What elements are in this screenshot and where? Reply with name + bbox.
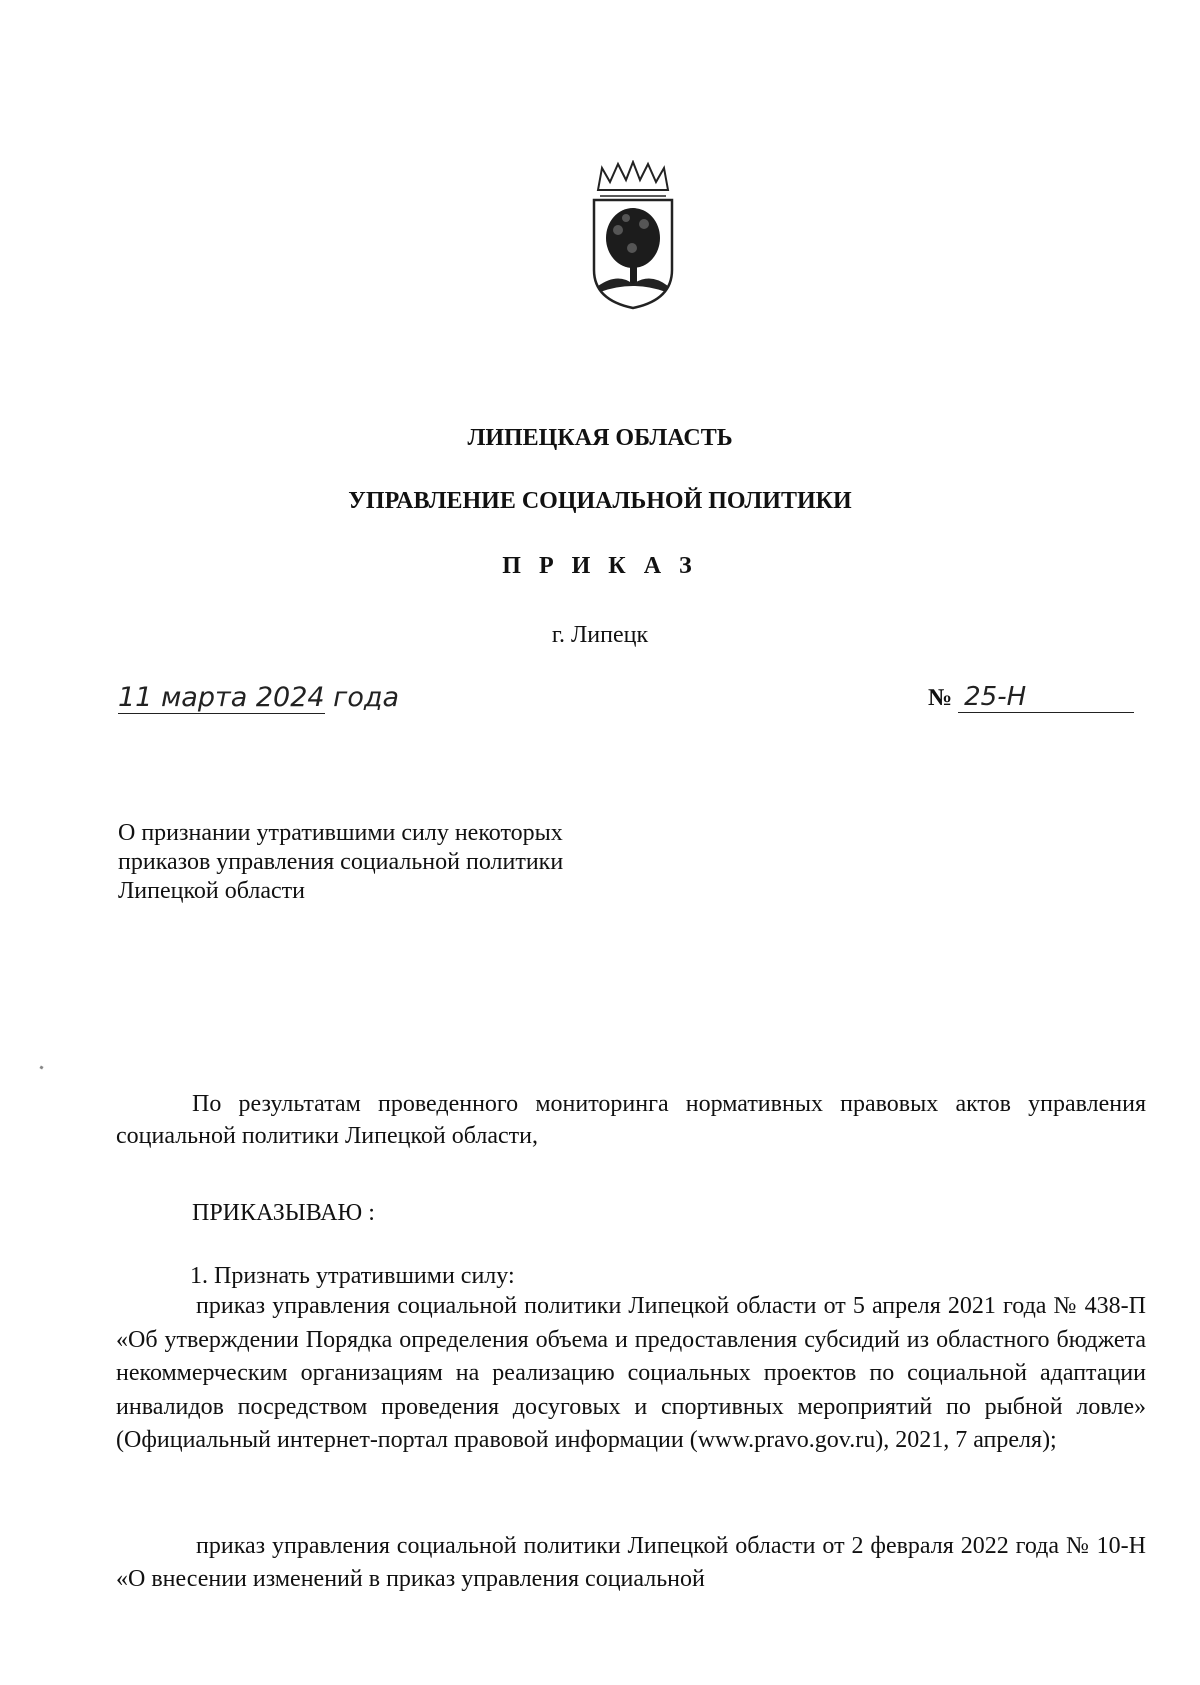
order-paragraph: приказ управления социальной политики Липецкой области от 2 февраля 2022 года № 10-Н «О внесении изменений в приказ управления социальной bbox=[116, 1533, 1146, 1592]
item-heading: 1. Признать утратившими силу: bbox=[190, 1263, 515, 1289]
handwritten-date bbox=[118, 682, 399, 713]
subject-line: О признании утратившими силу некоторых bbox=[118, 820, 563, 846]
department-heading: УПРАВЛЕНИЕ СОЦИАЛЬНОЙ ПОЛИТИКИ bbox=[348, 488, 852, 514]
intro-paragraph: По результатам проведенного мониторинга нормативных правовых актов управления социальной политики Липецкой области, bbox=[116, 1091, 1146, 1149]
document-type-heading: П Р И К А З bbox=[502, 553, 698, 579]
coat-of-arms-emblem bbox=[588, 160, 678, 310]
order-paragraph: приказ управления социальной политики Липецкой области от 5 апреля 2021 года № 438-П «Об утверждении Порядка определения объема и предоставления субсидий из областного бюджета некоммерческим организациям на реализацию социальных проектов по социальной адаптации инвалидов посредством проведения досуговых и спортивных мероприятий по рыбной ловле» (Официальный интернет-портал правовой информации (www.pravo.gov.ru), 2021, 7 апреля); bbox=[116, 1293, 1146, 1453]
date-suffix: года bbox=[333, 682, 400, 713]
city-line: г. Липецк bbox=[551, 622, 649, 648]
document-number bbox=[928, 682, 1134, 713]
document-subject bbox=[118, 819, 678, 906]
number-value: 25-Н bbox=[958, 682, 1134, 713]
date-value: 11 марта 2024 bbox=[118, 682, 325, 713]
number-label: № bbox=[928, 685, 953, 711]
region-heading: ЛИПЕЦКАЯ ОБЛАСТЬ bbox=[467, 425, 733, 451]
subject-line: приказов управления социальной политики bbox=[118, 849, 564, 875]
scan-speck bbox=[39, 1065, 43, 1069]
subject-line: Липецкой области bbox=[118, 878, 305, 904]
command-line: ПРИКАЗЫВАЮ : bbox=[192, 1200, 375, 1226]
